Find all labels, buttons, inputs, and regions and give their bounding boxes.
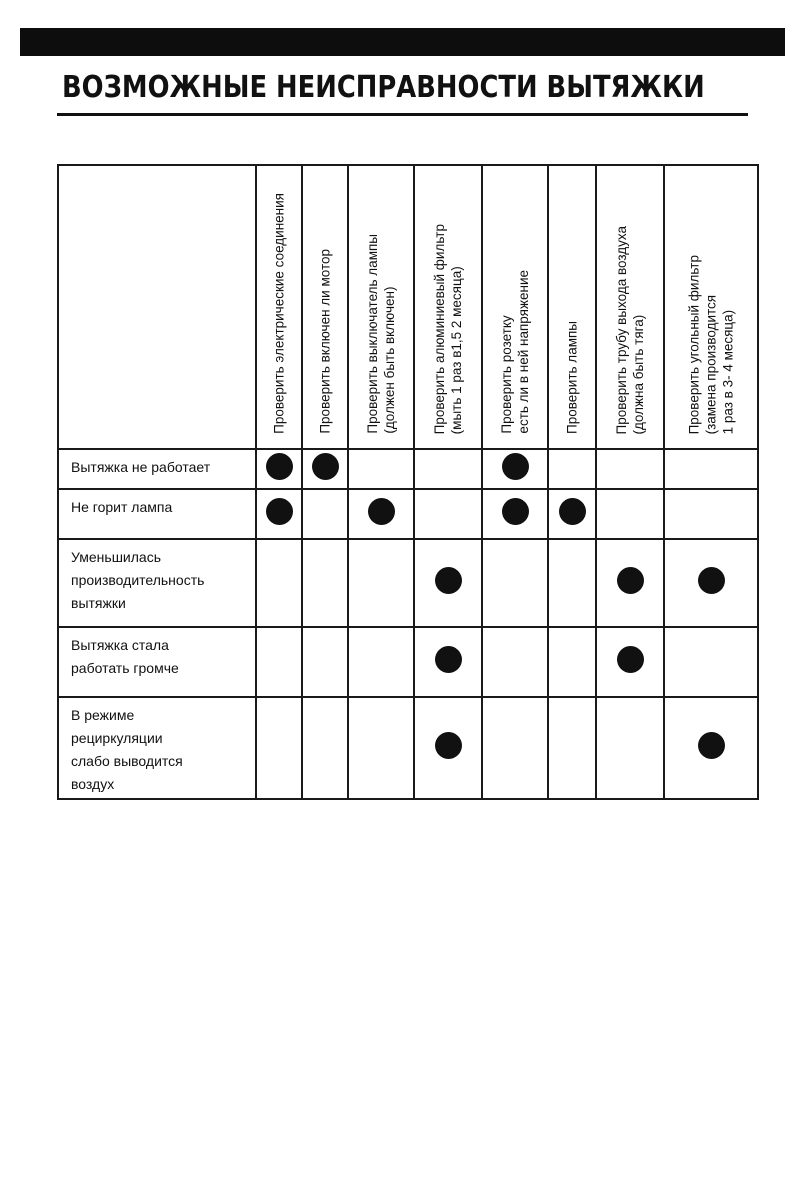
- check-cell: [348, 489, 414, 539]
- check-cell: [596, 449, 664, 489]
- table-row: [58, 697, 758, 799]
- check-cell: [596, 539, 664, 627]
- check-cell: [482, 697, 548, 799]
- header-row: [58, 165, 758, 449]
- check-cell: [348, 697, 414, 799]
- row-header: Уменьшилась производительность вытяжки: [58, 539, 256, 627]
- check-cell: [548, 539, 596, 627]
- row-header: Не горит лампа: [58, 489, 256, 539]
- check-cell: [414, 697, 482, 799]
- title-underline: [57, 113, 748, 116]
- check-cell: [414, 489, 482, 539]
- column-header: [548, 165, 596, 449]
- row-header: В режиме рециркуляции слабо выводится воздух: [58, 697, 256, 799]
- check-dot: [312, 453, 339, 480]
- table-row: [58, 539, 758, 627]
- check-cell: [596, 627, 664, 697]
- column-header-text: Проверить розетку есть ли в ней напряжение: [499, 270, 531, 434]
- row-header: Вытяжка не работает: [58, 449, 256, 489]
- column-header-text: Проверить лампы: [564, 321, 580, 434]
- top-black-bar: [20, 28, 785, 56]
- check-cell: [548, 697, 596, 799]
- check-dot: [502, 498, 529, 525]
- check-cell: [482, 449, 548, 489]
- check-cell: [348, 627, 414, 697]
- check-cell: [414, 539, 482, 627]
- check-dot: [266, 498, 293, 525]
- check-cell: [664, 449, 758, 489]
- check-dot: [559, 498, 586, 525]
- check-cell: [664, 627, 758, 697]
- column-header-text: Проверить выключатель лампы (должен быть включен): [365, 234, 397, 434]
- check-cell: [548, 449, 596, 489]
- column-header: [664, 165, 758, 449]
- check-cell: [596, 697, 664, 799]
- check-cell: [302, 489, 348, 539]
- check-dot: [435, 732, 462, 759]
- check-cell: [348, 449, 414, 489]
- check-cell: [256, 449, 302, 489]
- check-dot: [435, 567, 462, 594]
- check-cell: [482, 489, 548, 539]
- column-header-text: Проверить электрические соединения: [271, 193, 287, 434]
- check-cell: [482, 539, 548, 627]
- check-cell: [664, 539, 758, 627]
- check-cell: [302, 697, 348, 799]
- column-header: [302, 165, 348, 449]
- column-header: [482, 165, 548, 449]
- check-dot: [435, 646, 462, 673]
- row-header: Вытяжка стала работать громче: [58, 627, 256, 697]
- check-cell: [664, 697, 758, 799]
- check-cell: [414, 449, 482, 489]
- check-dot: [266, 453, 293, 480]
- corner-cell: [58, 165, 256, 449]
- column-header-text: Проверить включен ли мотор: [317, 249, 333, 434]
- check-cell: [256, 697, 302, 799]
- check-dot: [698, 732, 725, 759]
- check-dot: [617, 646, 644, 673]
- troubleshooting-table: [57, 164, 759, 800]
- column-header: [596, 165, 664, 449]
- check-dot: [502, 453, 529, 480]
- table-row: [58, 449, 758, 489]
- check-cell: [664, 489, 758, 539]
- column-header: [256, 165, 302, 449]
- check-dot: [368, 498, 395, 525]
- check-dot: [698, 567, 725, 594]
- check-cell: [302, 449, 348, 489]
- column-header-text: Проверить угольный фильтр (замена производится 1 раз в 3- 4 месяца): [686, 254, 736, 434]
- column-header-text: Проверить алюминиевый фильтр (мыть 1 раз в1,5 2 месяца): [432, 223, 464, 434]
- check-cell: [302, 539, 348, 627]
- check-cell: [302, 627, 348, 697]
- check-cell: [348, 539, 414, 627]
- column-header: [348, 165, 414, 449]
- check-cell: [548, 489, 596, 539]
- page-title: ВОЗМОЖНЫЕ НЕИСПРАВНОСТИ ВЫТЯЖКИ: [62, 70, 705, 105]
- check-dot: [617, 567, 644, 594]
- column-header: [414, 165, 482, 449]
- check-cell: [482, 627, 548, 697]
- check-cell: [256, 489, 302, 539]
- table-row: [58, 489, 758, 539]
- check-cell: [256, 539, 302, 627]
- check-cell: [596, 489, 664, 539]
- check-cell: [548, 627, 596, 697]
- table-row: [58, 627, 758, 697]
- check-cell: [414, 627, 482, 697]
- check-cell: [256, 627, 302, 697]
- column-header-text: Проверить трубу выхода воздуха (должна быть тяга): [614, 225, 646, 434]
